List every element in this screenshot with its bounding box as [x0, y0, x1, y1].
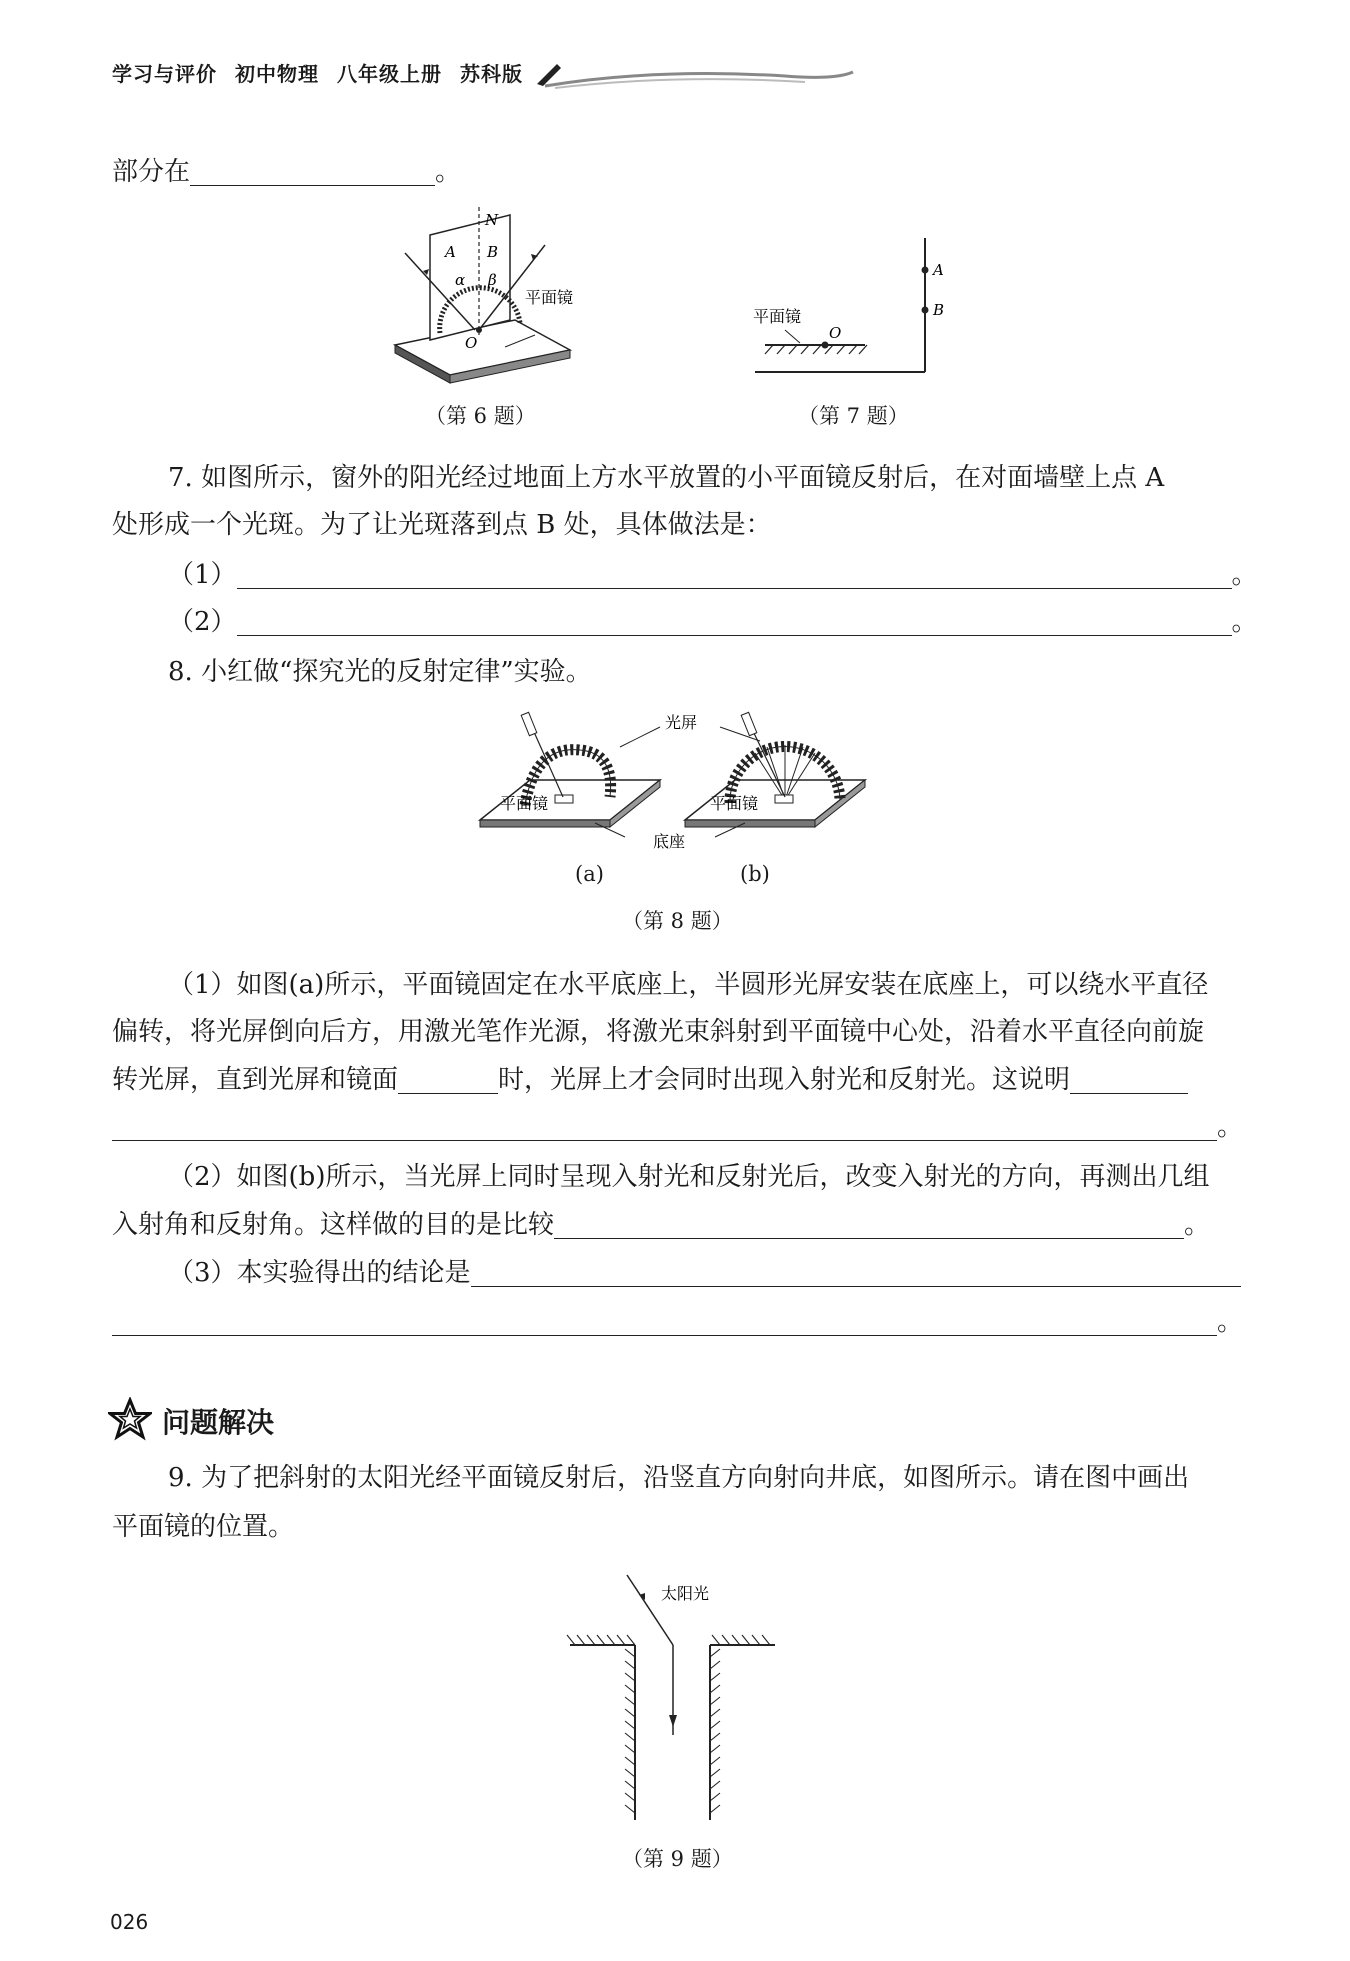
q8-p3-line1: [168, 1253, 1241, 1293]
fig8-sub-b: (b): [740, 862, 770, 886]
label-screen: 光屏: [665, 713, 698, 732]
label-base: 底座: [653, 832, 686, 851]
label-beta: β: [488, 271, 497, 289]
label-mirror: 平面镜: [525, 288, 574, 307]
q8-intro: 8. 小红做“探究光的反射定律”实验。: [168, 657, 592, 687]
fig9-caption: （第 9 题）: [622, 1847, 733, 1871]
period: 。: [1184, 1210, 1211, 1240]
text-segment: 入射角和反射角。这样做的目的是比较: [112, 1210, 555, 1240]
fig8-sub-a: (a): [575, 862, 604, 886]
period: 。: [435, 157, 462, 187]
period: 。: [1217, 1307, 1244, 1337]
answer-blank[interactable]: [398, 1065, 498, 1094]
label-sunlight: 太阳光: [661, 1584, 710, 1603]
q8-p1-line2: 偏转，将光屏倒向后方，用激光笔作光源，将激光束斜射到平面镜中心处，沿着水平直径向前旋: [112, 1017, 1205, 1047]
answer-blank[interactable]: [471, 1258, 1241, 1287]
q7-line1: 7. 如图所示，窗外的阳光经过地面上方水平放置的小平面镜反射后，在对面墙壁上点 A: [168, 463, 1165, 493]
q8-p3-line2: [112, 1302, 1243, 1342]
label-alpha: α: [455, 271, 466, 289]
header-edition: 苏科版: [460, 62, 523, 86]
label-O: O: [465, 334, 478, 352]
text-segment: 时，光屏上才会同时出现入射光和反射光。这说明: [498, 1065, 1071, 1095]
q8-p2-line1: （2）如图(b)所示，当光屏上同时呈现入射光和反射光后，改变入射光的方向，再测出几组: [168, 1162, 1210, 1192]
fig7-caption: （第 7 题）: [798, 404, 909, 428]
q6-tail-line: [112, 152, 461, 192]
figure-8: [475, 705, 875, 855]
item-number: （2）: [168, 607, 237, 637]
answer-blank[interactable]: [112, 1112, 1217, 1141]
label-A: A: [445, 243, 456, 261]
label-B: B: [487, 243, 499, 261]
label-A: A: [933, 261, 944, 279]
q8-p2-line2: [112, 1205, 1210, 1245]
q6-tail-text: 部分在: [112, 157, 191, 187]
text-segment: 转光屏，直到光屏和镜面: [112, 1065, 399, 1095]
page-number: 026: [110, 1910, 149, 1934]
label-N: N: [485, 211, 499, 229]
answer-blank[interactable]: [190, 157, 435, 186]
q8-p1-line3: [112, 1060, 1188, 1100]
section-title: 问题解决: [162, 1406, 275, 1439]
label-mirror: 平面镜: [753, 307, 802, 326]
period: 。: [1231, 607, 1258, 637]
q9-line1: 9. 为了把斜射的太阳光经平面镜反射后，沿竖直方向射向井底，如图所示。请在图中画出: [168, 1463, 1190, 1493]
page-header: [112, 58, 541, 87]
figure-6: [385, 205, 585, 395]
header-series: 学习与评价: [112, 62, 217, 86]
star-icon: [108, 1397, 152, 1441]
figure-7: [745, 230, 975, 380]
figure-9: [565, 1565, 785, 1835]
text-segment: （3）本实验得出的结论是: [168, 1258, 471, 1288]
q7-item1: [168, 555, 1258, 595]
q9-line2: 平面镜的位置。: [112, 1512, 295, 1542]
header-level: 初中物理: [235, 62, 319, 86]
label-mirror-b: 平面镜: [710, 794, 759, 813]
label-mirror-a: 平面镜: [500, 794, 549, 813]
answer-blank[interactable]: [237, 560, 1232, 589]
period: 。: [1217, 1112, 1244, 1142]
answer-blank[interactable]: [237, 607, 1232, 636]
q8-p1-line4: [112, 1107, 1243, 1147]
item-number: （1）: [168, 560, 237, 590]
q7-item2: [168, 602, 1258, 642]
pen-swoosh-icon: [535, 58, 855, 98]
fig8-caption: （第 8 题）: [622, 909, 733, 933]
answer-blank[interactable]: [1070, 1065, 1188, 1094]
q8-p1-line1: （1）如图(a)所示，平面镜固定在水平底座上，半圆形光屏安装在底座上，可以绕水平直径: [168, 970, 1209, 1000]
q7-line2: 处形成一个光斑。为了让光斑落到点 B 处，具体做法是：: [112, 510, 772, 540]
answer-blank[interactable]: [554, 1210, 1184, 1239]
label-O: O: [829, 324, 842, 342]
label-B: B: [933, 301, 945, 319]
period: 。: [1231, 560, 1258, 590]
fig6-caption: （第 6 题）: [425, 404, 536, 428]
header-grade: 八年级上册: [337, 62, 442, 86]
answer-blank[interactable]: [112, 1307, 1217, 1336]
